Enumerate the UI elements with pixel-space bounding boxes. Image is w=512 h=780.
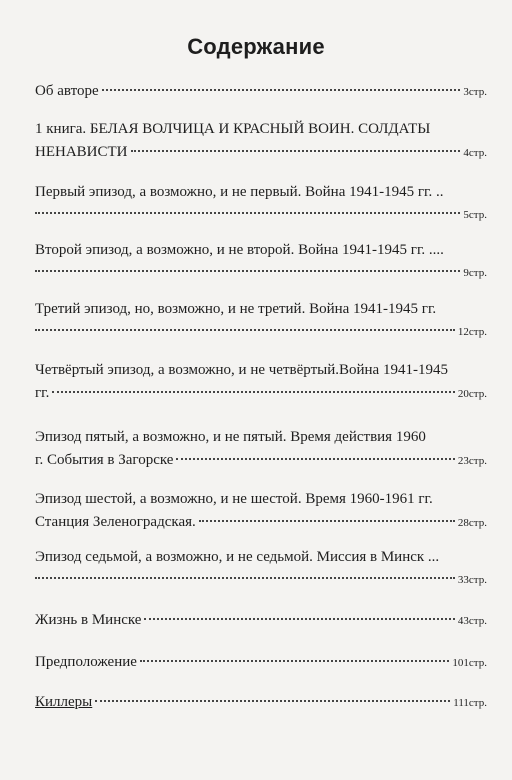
toc-entry-about-author [35, 80, 487, 104]
toc-entry-page: 33стр. [457, 574, 487, 586]
toc-entry-assumption [35, 651, 487, 675]
toc-entry-page: 111стр. [453, 697, 487, 709]
dot-leader [52, 391, 455, 393]
toc-entry-title: Предположение [35, 654, 137, 670]
toc-entry-page: 12стр. [457, 326, 487, 338]
toc-entry-page: 4стр. [463, 147, 487, 159]
toc-entry-page: 28стр. [457, 517, 487, 529]
toc-entry-episode-4 [35, 359, 487, 406]
toc-entry-page: 5стр. [463, 209, 487, 221]
toc-entry-page: 9стр. [463, 267, 487, 279]
dot-leader [95, 700, 450, 702]
toc-entry-episode-7 [35, 546, 487, 592]
toc-entry-title-line-2: гг. [35, 385, 50, 401]
dot-leader [176, 458, 455, 460]
toc-entry-title-line-1: 1 книга. БЕЛАЯ ВОЛЧИЦА И КРАСНЫЙ ВОИН. СОЛДАТЫ [35, 121, 431, 137]
toc-entry-book-1 [35, 118, 487, 165]
toc-entry-page: 43стр. [457, 615, 487, 627]
dot-leader [140, 660, 450, 662]
toc-entry-title-line-2: Станция Зеленоградская. [35, 514, 196, 530]
toc-entry-title: Эпизод седьмой, а возможно, и не седьмой. Миссия в Минск ... [35, 549, 440, 565]
toc-entry-title-line-1: Эпизод шестой, а возможно, и не шестой. Время 1960-1961 гг. [35, 491, 433, 507]
toc-entry-episode-6 [35, 488, 487, 535]
toc-entry-title: Второй эпизод, а возможно, и не второй. Война 1941-1945 гг. .... [35, 242, 444, 258]
toc-entry-title: Киллеры [35, 694, 93, 710]
toc-entry-page: 101стр. [452, 657, 487, 669]
dot-leader [102, 89, 461, 91]
toc-entry-title: Жизнь в Минске [35, 612, 142, 628]
toc-entry-title-line-2: НЕНАВИСТИ [35, 144, 128, 160]
toc-entry-episode-3 [35, 298, 487, 344]
toc-entry-title: Об авторе [35, 83, 99, 99]
toc-entry-title: Третий эпизод, но, возможно, и не третий. Война 1941-1945 гг. [35, 301, 437, 317]
page-title: Содержание [187, 34, 325, 59]
dot-leader [35, 270, 460, 272]
toc-entry-title-line-1: Четвёртый эпизод, а возможно, и не четвёртый.Война 1941-1945 [35, 362, 448, 378]
dot-leader [35, 329, 455, 331]
dot-leader [199, 520, 455, 522]
toc-entry-page: 20стр. [457, 388, 487, 400]
dot-leader [144, 618, 454, 620]
toc-entry-episode-2 [35, 239, 487, 285]
toc-entry-title: Первый эпизод, а возможно, и не первый. Война 1941-1945 гг. .. [35, 184, 444, 200]
dot-leader [131, 150, 461, 152]
toc-entry-episode-5 [35, 426, 487, 473]
toc-entry-title-line-2: г. События в Загорске [35, 452, 174, 468]
toc-entry-episode-1 [35, 181, 487, 227]
toc-entry-page: 23стр. [457, 455, 487, 467]
dot-leader [35, 577, 455, 579]
toc-entry-page: 3стр. [463, 86, 487, 98]
toc-entry-title-line-1: Эпизод пятый, а возможно, и не пятый. Время действия 1960 [35, 429, 426, 445]
dot-leader [35, 212, 460, 214]
toc-entry-killers [35, 691, 487, 715]
toc-entry-life-in-minsk [35, 609, 487, 633]
